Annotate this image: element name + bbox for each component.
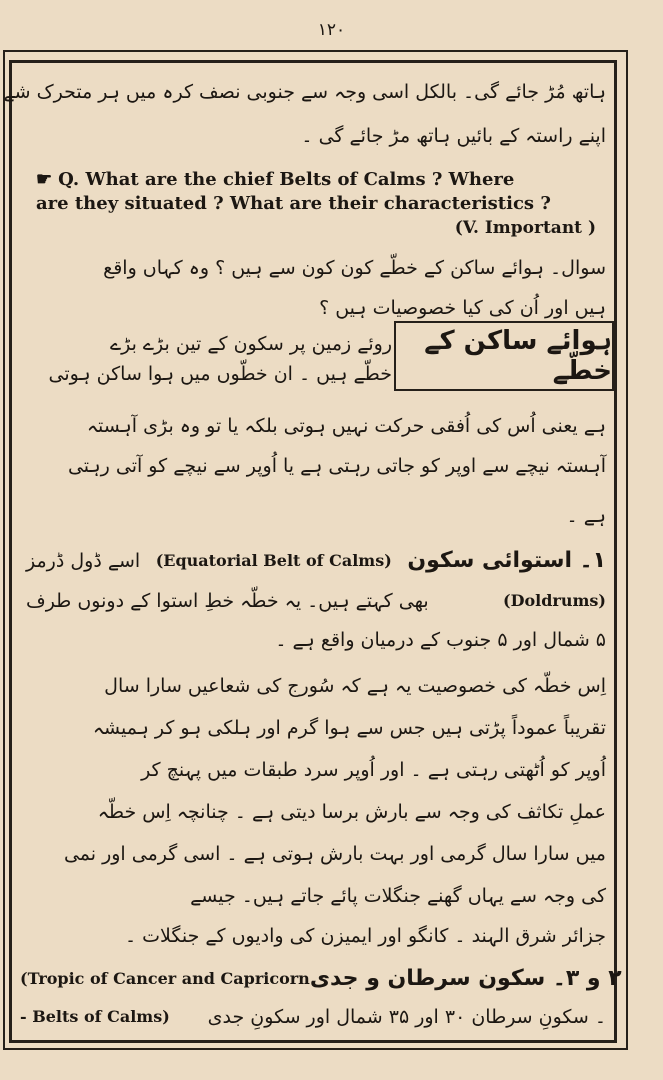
tropic-heading-line [20, 965, 622, 993]
english-term: (Equatorial Belt of Calms) [155, 551, 392, 570]
english-term: - Belts of Calms) [20, 1007, 170, 1026]
text-line: ہاتھ مُڑ جائے گی۔ بالکل اسی وجہ سے جنوبی نصف کرہ میں ہر متحرک شے [3, 81, 606, 103]
text-line: اِس خطّہ کی خصوصیت یہ ہے کہ سُورج کی شعاعیں سارا سال [104, 675, 606, 697]
text-line: ۵ شمال اور ۵ جنوب کے درمیان واقع ہے ۔ [275, 629, 606, 651]
section-heading-text: ہوائے ساکن کے خطّے [424, 326, 612, 386]
doldrums-line [26, 587, 606, 615]
text-line: ہے ۔ [566, 505, 606, 527]
importance-note: (V. Important ) [454, 218, 596, 238]
tropic-heading: ۲ و ۳۔ سکون سرطان و جدی [309, 966, 622, 991]
text-line: میں سارا سال گرمی اور بہت بارش ہوتی ہے ۔ اسی گرمی اور نمی [63, 843, 606, 865]
text-line: اُوپر کو اُٹھتی رہتی ہے ۔ اور اُوپر سرد طبقات میں پہنچ کر [141, 759, 606, 781]
question-line-2: are they situated ? What are their characteristics ? [36, 193, 551, 214]
belts-of-calms-line [20, 1003, 606, 1031]
page-number: ۱۲۰ [317, 20, 346, 40]
text-line: عملِ تکاثف کی وجہ سے بارش برسا دیتی ہے ۔ چنانچہ اِس خطّہ [97, 801, 606, 823]
text-line: اپنے راستہ کے بائیں ہاتھ مڑ جائے گی ۔ [301, 125, 606, 147]
pointing-hand-icon: ☛ [36, 169, 53, 190]
question-text: Q. What are the chief Belts of Calms ? Where [58, 169, 515, 190]
text-line: تقریباً عموداً پڑتی ہیں جس سے ہوا گرم اور ہلکی ہو کر ہمیشہ [92, 717, 606, 739]
section-heading [394, 321, 614, 391]
text-frame [3, 60, 622, 1043]
urdu-question-line-1: سوال۔ ہوائے ساکن کے خطّے کون کون سے ہیں ؟ وہ کہاں واقع [103, 257, 606, 279]
page-content [3, 63, 622, 1040]
text-line: کی وجہ سے یہاں گھنے جنگلات پائے جاتے ہیں۔ جیسے [190, 885, 606, 907]
text-line: ہے یعنی اُس کی اُفقی حرکت نہیں ہوتی بلکہ یا تو وہ بڑی آہستہ [86, 415, 606, 437]
text-fragment: ۔ سکونِ سرطان ۳۰ اور ۳۵ شمال اور سکونِ جدی [207, 1006, 606, 1028]
text-fragment: اسے ڈول ڈرمز [26, 550, 141, 572]
equatorial-heading-line [26, 547, 606, 575]
english-term: (Tropic of Cancer and Capricorn [20, 969, 310, 988]
text-line: جزائر شرق الہند ۔ کانگو اور ایمیزن کی وادیوں کے جنگلات ۔ [124, 925, 606, 947]
text-line: آہستہ نیچے سے اوپر کو جاتی رہتی ہے یا اُوپر سے نیچے کو آتی رہتی [67, 455, 606, 477]
equatorial-heading: ۱۔ استوائی سکون [407, 548, 606, 573]
urdu-question-line-2: ہیں اور اُن کی کیا خصوصیات ہیں ؟ [319, 297, 606, 319]
text-line: روئے زمین پر سکون کے تین بڑے بڑے [109, 333, 392, 355]
text-line: خطّے ہیں ۔ ان خطّوں میں ہوا ساکن ہوتی [48, 363, 392, 385]
english-term: (Doldrums) [503, 591, 606, 610]
text-fragment: بھی کہتے ہیں۔ یہ خطّہ خطِ استوا کے دونوں طرف [26, 590, 429, 612]
